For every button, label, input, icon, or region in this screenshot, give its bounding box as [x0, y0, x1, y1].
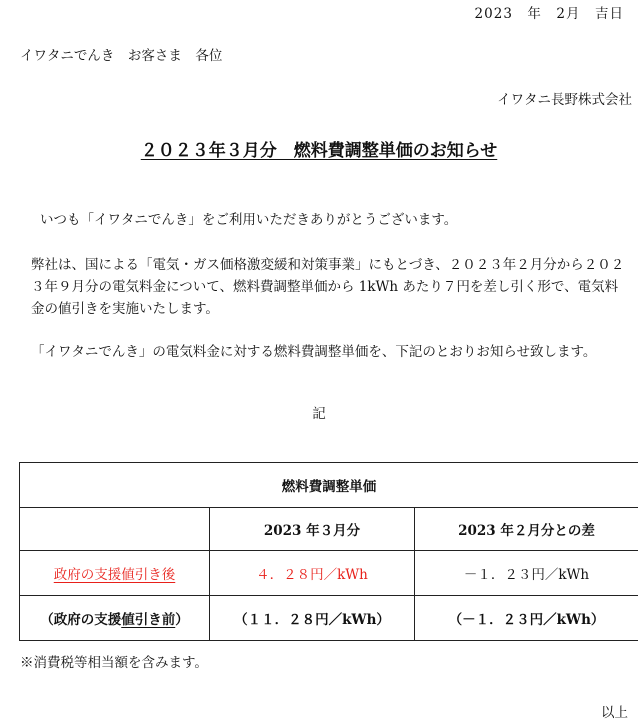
- row-label-after-discount: [20, 551, 210, 596]
- document-date: 2023 年 2月 吉日: [475, 2, 624, 22]
- fuel-cost-table: [19, 462, 638, 641]
- march-value-before-discount: （１１．２８円／kWh）: [210, 596, 415, 641]
- company-name: イワタニ長野株式会社: [497, 88, 632, 108]
- notice-paragraph: 「イワタニでんき」の電気料金に対する燃料費調整単価を、下記のとおりお知らせ致します。: [31, 341, 631, 363]
- table-row: [20, 596, 638, 641]
- greeting-paragraph: いつも「イワタニでんき」をご利用いただきありがとうございます。: [40, 209, 638, 231]
- closing-mark: 以上: [601, 701, 628, 721]
- header-diff: 2023 年２月分との差: [415, 508, 638, 551]
- document-title-text: ２０２３年３月分 燃料費調整単価のお知らせ: [141, 141, 498, 161]
- header-empty-cell: [20, 508, 210, 551]
- ki-heading: 記: [0, 402, 638, 422]
- diff-value-before-discount: （－１．２３円／kWh）: [415, 596, 638, 641]
- tax-note: ※消費税等相当額を含みます。: [20, 651, 208, 671]
- row-label-close: ）: [175, 612, 189, 628]
- diff-value-after-discount: －１．２３円／kWh: [415, 551, 638, 596]
- march-value-after-discount: ４．２８円／kWh: [210, 551, 415, 596]
- header-march: 2023 年３月分: [210, 508, 415, 551]
- document-title: [0, 136, 638, 161]
- discount-paragraph: 弊社は、国による「電気・ガス価格激変緩和対策事業」にもとづき、２０２３年２月分から２０２３年９月分の電気料金について、燃料費調整単価から 1kWh あたり７円を差し引く形で、電気料金の値引きを実施いたします。: [31, 254, 631, 320]
- table-caption: 燃料費調整単価: [20, 463, 638, 508]
- row-label-before-discount: [20, 596, 210, 641]
- table-header-row: [20, 508, 638, 551]
- addressee: イワタニでんき お客さま 各位: [20, 44, 222, 64]
- row-label-after-discount-text: 政府の支援値引き後: [54, 567, 176, 583]
- table-caption-row: [20, 463, 638, 508]
- row-label-underlined: 値引き前: [121, 612, 175, 628]
- row-label-open: （政府の支援: [40, 612, 121, 628]
- table-row: [20, 551, 638, 596]
